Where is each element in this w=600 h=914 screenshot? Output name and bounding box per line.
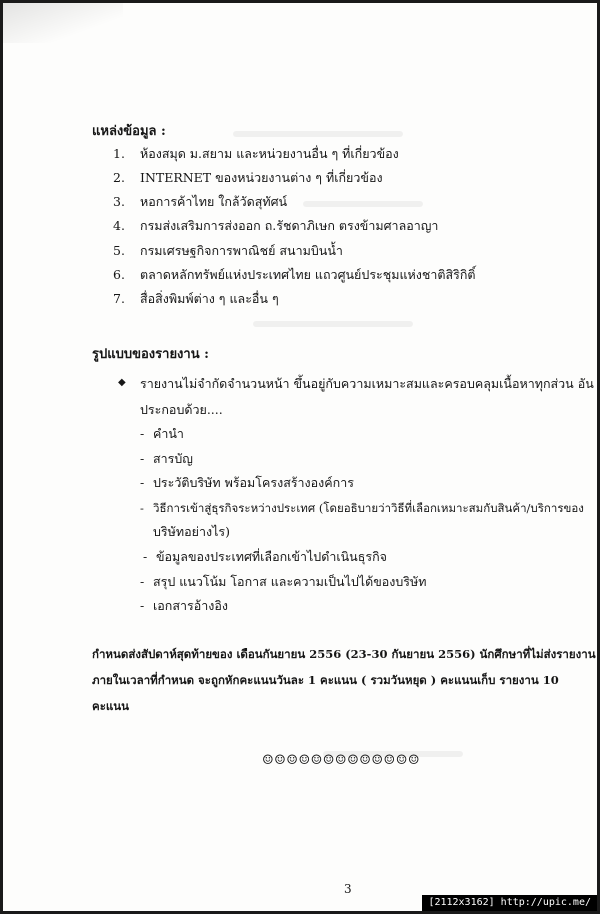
deadline-line-3: คะแนน: [92, 699, 130, 713]
diamond-bullet-icon: ◆: [118, 377, 126, 388]
smiley-divider-icon: ☺☺☺☺☺☺☺☺☺☺☺☺☺: [262, 753, 421, 768]
show-through-mark: [303, 201, 423, 207]
list-item: 4. กรมส่งเสริมการส่งออก ถ.รัชดาภิเษก ตรงข้ามศาลอาญา: [113, 218, 439, 233]
list-item: 3. หอการค้าไทย ใกล้วัดสุทัศน์: [113, 194, 288, 209]
list-item: - สารบัญ: [140, 451, 193, 466]
list-item: - สรุป แนวโน้ม โอกาส และความเป็นไปได้ของบริษัท: [140, 574, 427, 589]
page-number: 3: [344, 882, 352, 896]
list-item: 6. ตลาดหลักทรัพย์แห่งประเทศไทย แถวศูนย์ประชุมแห่งชาติสิริกิติ์: [113, 267, 476, 282]
list-item: 5. กรมเศรษฐกิจการพาณิชย์ สนามบินน้ำ: [113, 243, 343, 258]
list-item: - คำนำ: [140, 426, 184, 441]
show-through-mark: [253, 321, 413, 327]
image-host-watermark[interactable]: [2112x3162] http://upic.me/: [422, 895, 597, 911]
sources-heading: แหล่งข้อมูล :: [92, 124, 166, 139]
list-item: 1. ห้องสมุด ม.สยาม และหน่วยงานอื่น ๆ ที่เกี่ยวข้อง: [113, 146, 399, 161]
list-item: - เอกสารอ้างอิง: [140, 598, 228, 613]
list-item: - ประวัติบริษัท พร้อมโครงสร้างองค์การ: [140, 475, 354, 490]
list-item-continuation: บริษัทอย่างไร): [153, 524, 230, 539]
report-format-line-1: รายงานไม่จำกัดจำนวนหน้า ขึ้นอยู่กับความเหมาะสมและครอบคลุมเนื้อหาทุกส่วน อัน: [140, 376, 594, 391]
report-format-heading: รูปแบบของรายงาน :: [92, 347, 209, 362]
show-through-mark: [233, 131, 403, 137]
list-item: - ข้อมูลของประเทศที่เลือกเข้าไปดำเนินธุรกิจ: [143, 549, 387, 564]
list-item: 2. INTERNET ของหน่วยงานต่าง ๆ ที่เกี่ยวข้อง: [113, 170, 383, 185]
deadline-line-2: ภายในเวลาที่กำหนด จะถูกหักคะแนนวันละ 1 คะแนน ( รวมวันหยุด ) คะแนนเก็บ รายงาน 10: [92, 673, 559, 687]
list-item: 7. สื่อสิ่งพิมพ์ต่าง ๆ และอื่น ๆ: [113, 291, 279, 306]
report-format-line-2: ประกอบด้วย....: [140, 402, 223, 417]
paper-crease: [3, 3, 123, 43]
list-item: - วิธีการเข้าสู่ธุรกิจระหว่างประเทศ (โดยอธิบายว่าวิธีที่เลือกเหมาะสมกับสินค้า/บริการของ: [140, 501, 584, 515]
deadline-line-1: กำหนดส่งสัปดาห์สุดท้ายของ เดือนกันยายน 2556 (23-30 กันยายน 2556) นักศึกษาที่ไม่ส่งรายงาน: [92, 647, 596, 661]
